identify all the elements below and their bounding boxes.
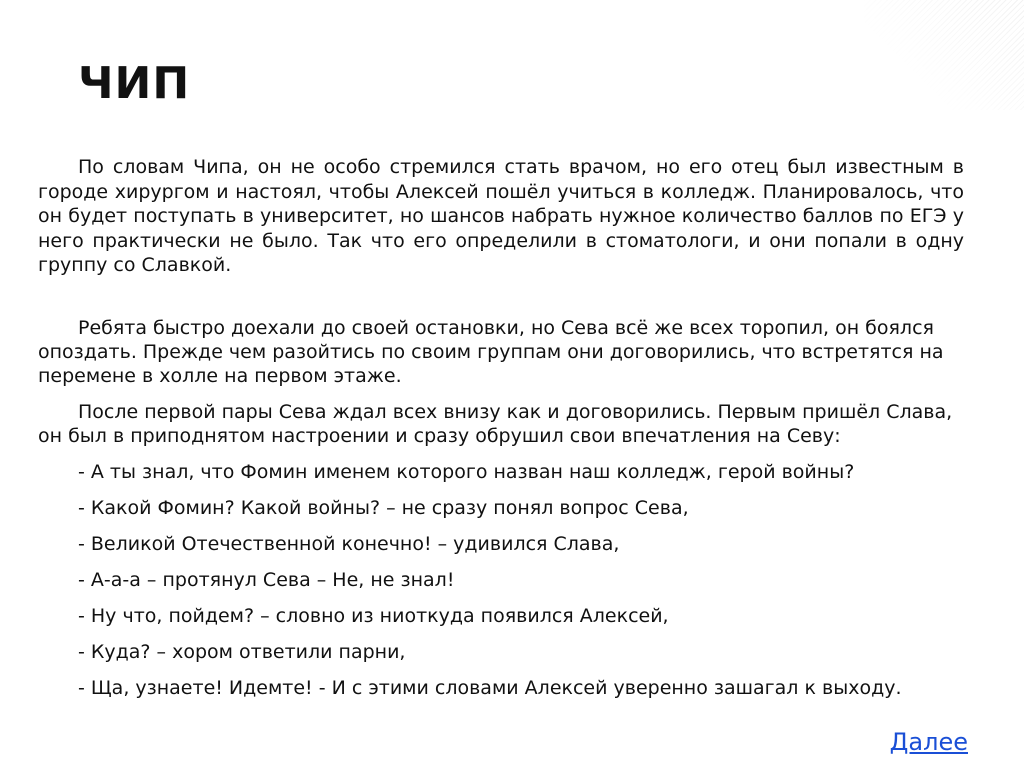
paragraph-2: Ребята быстро доехали до своей остановки, но Сева всё же всех торопил, он боялся опоздать. Прежде чем разойтись по своим группам они договорились, что встретятся на перемене в холле на первом этаже. bbox=[38, 316, 944, 387]
paragraph-3: После первой пары Сева ждал всех внизу как и договорились. Первым пришёл Слава, он был в приподнятом настроении и сразу обрушил свои впечатления на Севу: bbox=[38, 400, 953, 447]
dialog-line-4: - А-а-а – протянул Сева – Не, не знал! bbox=[78, 568, 455, 591]
slide-title: ЧИП bbox=[78, 58, 191, 109]
dialog-line-3: - Великой Отечественной конечно! – удивился Слава, bbox=[78, 532, 620, 555]
dialog-line-7: - Ща, узнаете! Идемте! - И с этими словами Алексей уверенно зашагал к выходу. bbox=[78, 676, 902, 699]
dialog-line-5: - Ну что, пойдем? – словно из ниоткуда появился Алексей, bbox=[78, 604, 669, 627]
slide-body bbox=[38, 155, 964, 700]
paragraph-1: По словам Чипа, он не особо стремился стать врачом, но его отец был известным в городе хирургом и настоял, чтобы Алексей пошёл учиться в колледж. Планировалось, что он будет поступать в университет, но шансов набрать нужное количество баллов по ЕГЭ у него практически не было. Так что его определили в стоматологи, и они попали в одну группу со Славкой. bbox=[38, 156, 964, 276]
next-link[interactable]: Далее bbox=[889, 728, 968, 756]
dialog-line-2: - Какой Фомин? Какой войны? – не сразу понял вопрос Сева, bbox=[78, 496, 689, 519]
dialog-line-6: - Куда? – хором ответили парни, bbox=[78, 640, 406, 663]
dialog-line-1: - А ты знал, что Фомин именем которого назван наш колледж, герой войны? bbox=[78, 460, 855, 483]
corner-texture bbox=[864, 0, 1024, 110]
